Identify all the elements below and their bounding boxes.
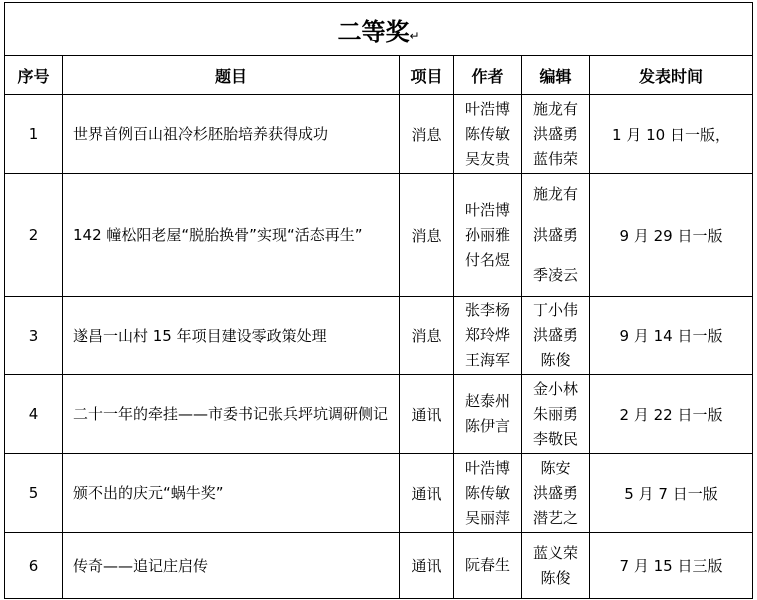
row-date: 9 月 14 日一版 (590, 297, 753, 375)
header-row (5, 56, 753, 95)
row-editors (522, 174, 590, 297)
row-topic: 遂昌一山村 15 年项目建设零政策处理 (63, 297, 400, 375)
editor-name: 陈俊 (540, 351, 571, 369)
table-row (5, 375, 753, 454)
row-authors (454, 375, 522, 454)
row-topic: 世界首例百山祖冷杉胚胎培养获得成功 (63, 95, 400, 174)
row-type: 消息 (400, 174, 454, 297)
row-date: 1 月 10 日一版， (590, 95, 753, 174)
header-type: 项目 (400, 56, 454, 95)
editor-name: 蓝伟荣 (532, 149, 578, 168)
award-table (4, 2, 753, 599)
editor-name: 金小林 (532, 379, 578, 398)
author-name: 吴丽萍 (464, 508, 510, 527)
paragraph-mark: ↵ (409, 28, 420, 43)
row-topic: 传奇——追记庄启传 (63, 533, 400, 599)
header-topic: 题目 (63, 56, 400, 95)
row-editors (522, 454, 590, 533)
row-date: 2 月 22 日一版 (590, 375, 753, 454)
row-topic: 142 幢松阳老屋“脱胎换骨”实现“活态再生” (63, 174, 400, 297)
author-name: 陈传敏 (464, 124, 510, 143)
editor-name: 朱丽勇 (532, 404, 578, 423)
row-no: 2 (5, 174, 63, 297)
editor-name: 李敬民 (532, 429, 578, 448)
row-editors (522, 95, 590, 174)
editor-name: 施龙有 (532, 185, 578, 203)
row-editors (522, 533, 590, 599)
editor-name: 洪盛勇 (532, 225, 578, 244)
author-name: 王海军 (464, 351, 510, 369)
editor-name: 潜艺之 (532, 508, 578, 527)
table-row (5, 95, 753, 174)
row-no: 3 (5, 297, 63, 375)
author-name: 叶浩博 (464, 458, 510, 477)
row-authors (454, 174, 522, 297)
author-name: 叶浩博 (464, 200, 510, 219)
editor-name: 陈安 (540, 458, 571, 477)
row-no: 4 (5, 375, 63, 454)
row-type: 通讯 (400, 375, 454, 454)
author-name: 赵泰州 (464, 392, 510, 410)
author-name: 吴友贵 (464, 149, 510, 168)
row-no: 6 (5, 533, 63, 599)
author-name: 张李杨 (464, 301, 510, 319)
author-name: 付名煜 (464, 250, 510, 269)
table-row (5, 174, 753, 297)
row-authors (454, 95, 522, 174)
table-row (5, 454, 753, 533)
award-title-text: 二等奖 (337, 17, 410, 46)
row-authors (454, 297, 522, 375)
editor-name: 丁小伟 (532, 301, 578, 319)
row-topic: 二十一年的牵挂——市委书记张兵坪坑调研侧记 (63, 375, 400, 454)
editor-name: 洪盛勇 (532, 483, 578, 502)
row-editors (522, 297, 590, 375)
row-type: 消息 (400, 95, 454, 174)
editor-name: 蓝义荣 (532, 543, 578, 562)
table-row (5, 297, 753, 375)
editor-name: 施龙有 (532, 99, 578, 118)
editor-name: 洪盛勇 (532, 326, 578, 344)
row-no: 1 (5, 95, 63, 174)
editor-name: 洪盛勇 (532, 124, 578, 143)
author-name: 郑玲烨 (464, 326, 510, 344)
author-name: 陈伊言 (464, 417, 510, 435)
row-type: 通讯 (400, 533, 454, 599)
row-topic: 颁不出的庆元“蜗牛奖” (63, 454, 400, 533)
author-name: 孙丽雅 (464, 225, 510, 244)
award-title (5, 3, 753, 56)
row-authors (454, 533, 522, 599)
header-author: 作者 (454, 56, 522, 95)
row-authors (454, 454, 522, 533)
editor-name: 陈俊 (540, 568, 571, 587)
author-name: 陈传敏 (464, 483, 510, 502)
row-date: 5 月 7 日一版 (590, 454, 753, 533)
row-date: 9 月 29 日一版 (590, 174, 753, 297)
row-no: 5 (5, 454, 63, 533)
row-type: 通讯 (400, 454, 454, 533)
row-editors (522, 375, 590, 454)
table-row (5, 533, 753, 599)
header-date: 发表时间 (590, 56, 753, 95)
row-type: 消息 (400, 297, 454, 375)
author-name: 阮春生 (464, 556, 510, 574)
row-date: 7 月 15 日三版 (590, 533, 753, 599)
editor-name: 季凌云 (532, 266, 578, 284)
author-name: 叶浩博 (464, 99, 510, 118)
header-editor: 编辑 (522, 56, 590, 95)
header-no: 序号 (5, 56, 63, 95)
